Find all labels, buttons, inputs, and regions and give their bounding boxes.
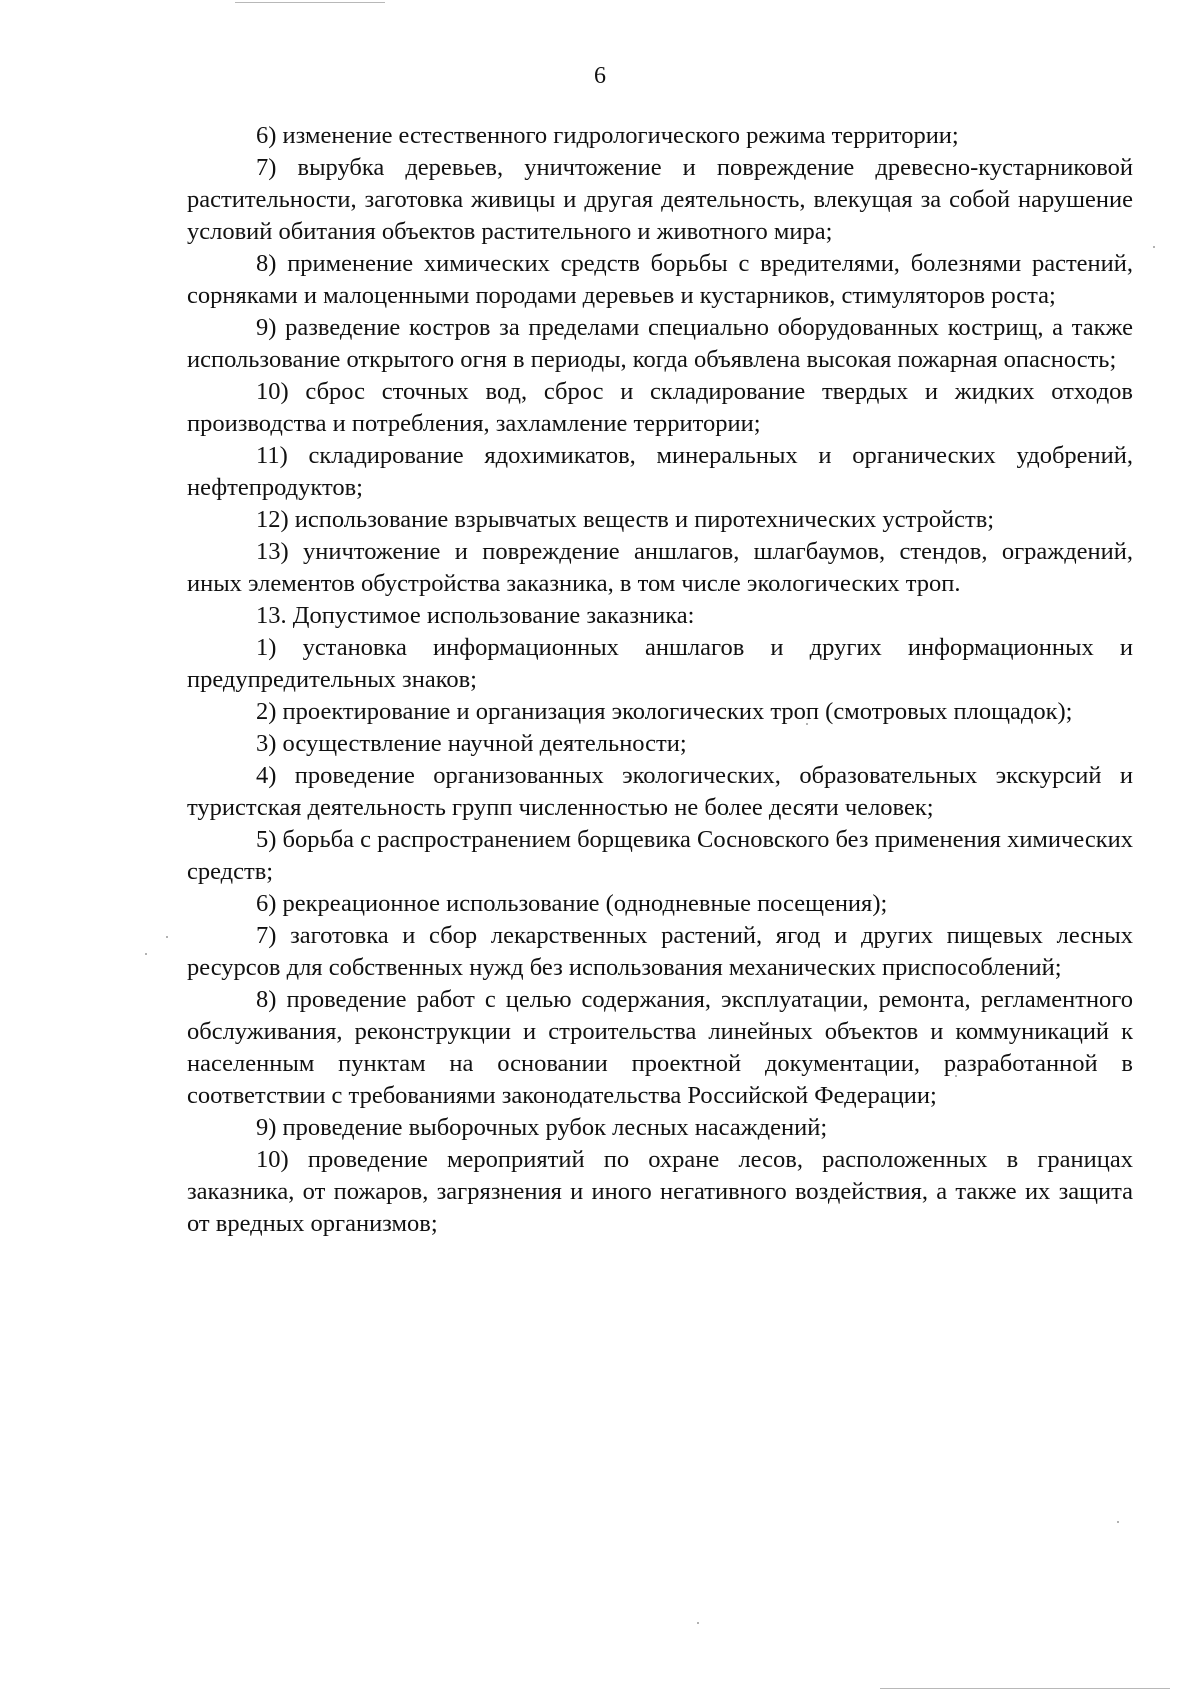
list-item: 10) сброс сточных вод, сброс и складирование твердых и жидких отходов производства и потребления, захламление территории;: [187, 378, 1133, 437]
list-item: 11) складирование ядохимикатов, минеральных и органических удобрений, нефтепродуктов;: [187, 442, 1133, 501]
page-number: 6: [594, 63, 606, 89]
scan-speck: [166, 936, 168, 938]
scan-artifact-bottom-line: [880, 1688, 1170, 1689]
scan-speck: [145, 953, 147, 955]
list-item: 8) проведение работ с целью содержания, эксплуатации, ремонта, регламентного обслуживания, реконструкции и строительства линейных объектов и коммуникаций к населенным пунктам на основании проектной документации, разработанной в соответствии с требованиями законодательства Российской Федерации;: [187, 986, 1133, 1109]
list-item: 7) заготовка и сбор лекарственных растений, ягод и других пищевых лесных ресурсов для собственных нужд без использования механических приспособлений;: [187, 922, 1133, 981]
list-item: 3) осуществление научной деятельности;: [256, 730, 687, 757]
list-item: 2) проектирование и организация экологических троп (смотровых площадок);: [256, 698, 1073, 725]
list-item: 5) борьба с распространением борщевика Сосновского без применения химических средств;: [187, 826, 1133, 885]
document-body: [187, 120, 1133, 1240]
scan-artifact-top-line: [235, 2, 385, 3]
list-item: 9) разведение костров за пределами специально оборудованных кострищ, а также использование открытого огня в периоды, когда объявлена высокая пожарная опасность;: [187, 314, 1133, 373]
list-item: 10) проведение мероприятий по охране лесов, расположенных в границах заказника, от пожаров, загрязнения и иного негативного воздействия, а также их защита от вредных организмов;: [187, 1146, 1133, 1237]
list-item: 7) вырубка деревьев, уничтожение и повреждение древесно-кустарниковой растительности, заготовка живицы и другая деятельность, влекущая за собой нарушение условий обитания объектов растительного и животного мира;: [187, 154, 1133, 245]
section-heading: 13. Допустимое использование заказника:: [256, 602, 695, 629]
list-item: 9) проведение выборочных рубок лесных насаждений;: [256, 1114, 828, 1141]
list-item: 6) изменение естественного гидрологического режима территории;: [256, 122, 959, 149]
list-item: 4) проведение организованных экологических, образовательных экскурсий и туристская деятельность групп численностью не более десяти человек;: [187, 762, 1133, 821]
scan-speck: [1153, 246, 1155, 248]
scan-speck: [1117, 1521, 1119, 1523]
list-item: 8) применение химических средств борьбы с вредителями, болезнями растений, сорняками и малоценными породами деревьев и кустарников, стимуляторов роста;: [187, 250, 1133, 309]
list-item: 1) установка информационных аншлагов и других информационных и предупредительных знаков;: [187, 634, 1133, 693]
list-item: 13) уничтожение и повреждение аншлагов, шлагбаумов, стендов, ограждений, иных элементов обустройства заказника, в том числе экологических троп.: [187, 538, 1133, 597]
list-item: 12) использование взрывчатых веществ и пиротехнических устройств;: [256, 506, 995, 533]
list-item: 6) рекреационное использование (однодневные посещения);: [256, 890, 888, 917]
scan-speck: [697, 1622, 699, 1624]
